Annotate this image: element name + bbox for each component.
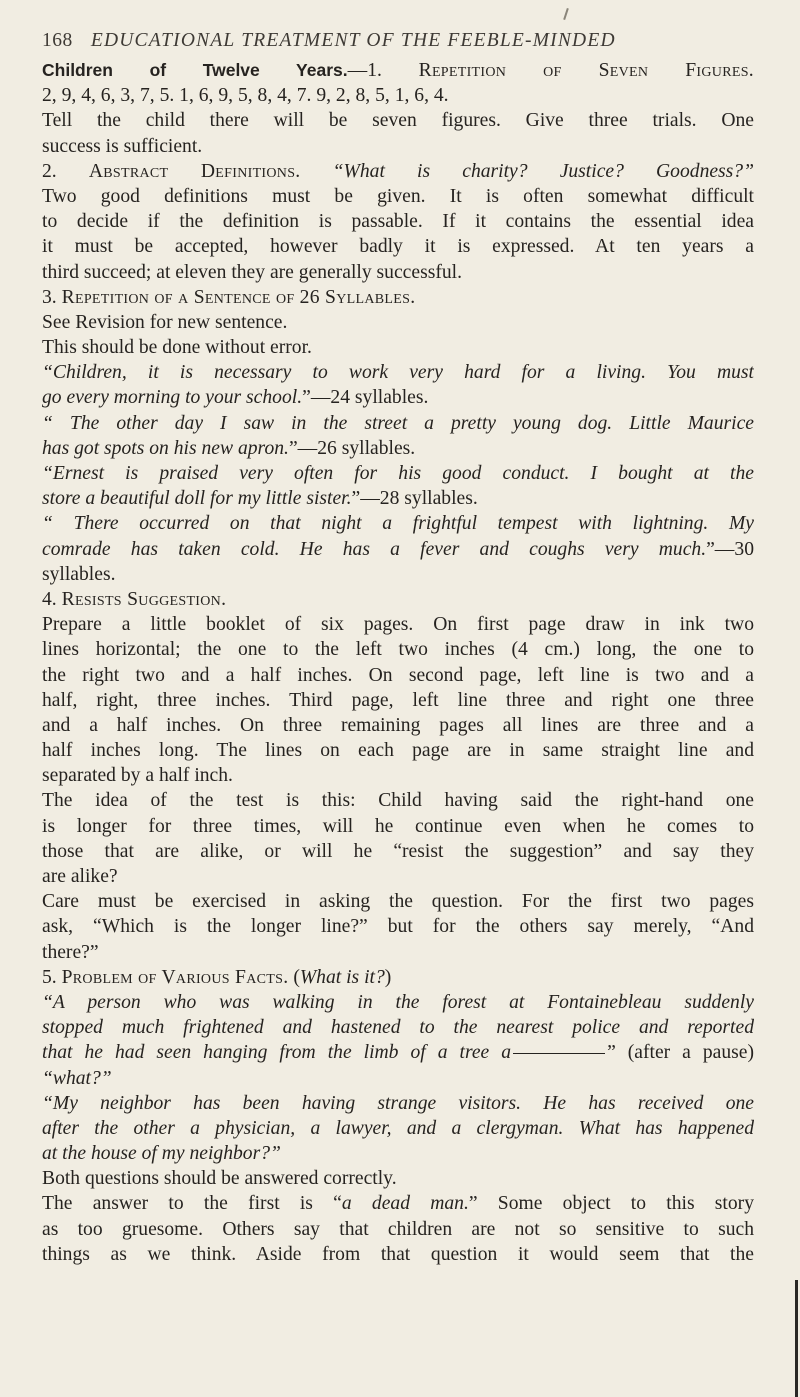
- running-header: [42, 30, 782, 52]
- line-1: Children of Twelve Years.—1. Repetition of Seven Figures.: [42, 60, 754, 81]
- line-33: are alike?: [42, 866, 118, 887]
- line-37: 5. Problem of Various Facts. (What is it?): [42, 966, 392, 988]
- line-15: “ The other day I saw in the street a pretty young dog. Little Maurice: [42, 412, 754, 434]
- section-heading: Children of Twelve Years.: [42, 60, 348, 80]
- line-6: Two good definitions must be given. It is often somewhat difficult: [42, 185, 754, 207]
- line-24: lines horizontal; the one to the left two inches (4 cm.) long, the one to: [42, 639, 754, 661]
- line-19: “ There occurred on that night a frightful tempest with lightning. My: [42, 513, 754, 535]
- line-3: Tell the child there will be seven figures. Give three trials. One: [42, 110, 754, 132]
- line-7: to decide if the definition is passable. If it contains the essential idea: [42, 211, 754, 233]
- line-35: ask, “Which is the longer line?” but for the others say merely, “And: [42, 916, 754, 938]
- line-42: “My neighbor has been having strange visitors. He has received one: [42, 1092, 754, 1114]
- line-14: go every morning to your school.”—24 syllables.: [42, 387, 429, 409]
- line-20: comrade has taken cold. He has a fever and coughs very much.”—30: [42, 538, 754, 560]
- line-31: is longer for three times, will he continue even when he comes to: [42, 815, 754, 837]
- line-38: “A person who was walking in the forest at Fontainebleau suddenly: [42, 991, 754, 1013]
- line-44: at the house of my neighbor?”: [42, 1143, 281, 1165]
- line-9: third succeed; at eleven they are generally successful.: [42, 261, 462, 283]
- pencil-mark: [563, 8, 569, 20]
- line-40: that he had seen hanging from the limb of a tree a ” (after a pause): [42, 1042, 754, 1064]
- body-text: [42, 58, 754, 1267]
- line-21: syllables.: [42, 563, 116, 585]
- blank-dash: [513, 1053, 605, 1054]
- line-41: “what?”: [42, 1067, 112, 1089]
- line-17: “Ernest is praised very often for his good conduct. I bought at the: [42, 463, 754, 484]
- line-2: 2, 9, 4, 6, 3, 7, 5. 1, 6, 9, 5, 8, 4, 7. 9, 2, 8, 5, 1, 6, 4.: [42, 85, 449, 107]
- line-36: there?”: [42, 941, 99, 963]
- line-28: half inches long. The lines on each page are in same straight line and: [42, 740, 754, 762]
- line-27: and a half inches. On three remaining pages all lines are three and a: [42, 714, 754, 736]
- page-number: 168: [42, 30, 73, 51]
- line-34: Care must be exercised in asking the question. For the first two pages: [42, 891, 754, 913]
- line-5: 2. Abstract Definitions. “What is charity? Justice? Goodness?”: [42, 160, 754, 182]
- line-13: “Children, it is necessary to work very hard for a living. You must: [42, 362, 754, 384]
- line-30: The idea of the test is this: Child having said the right-hand one: [42, 790, 754, 812]
- line-25: the right two and a half inches. On second page, left line is two and a: [42, 664, 754, 686]
- line-39: stopped much frightened and hastened to the nearest police and reported: [42, 1017, 754, 1039]
- line-4: success is sufficient.: [42, 135, 203, 157]
- line-8: it must be accepted, however badly it is expressed. At ten years a: [42, 236, 754, 258]
- line-23: Prepare a little booklet of six pages. On first page draw in ink two: [42, 614, 754, 636]
- line-16: has got spots on his new apron.”—26 syllables.: [42, 437, 416, 459]
- line-10: 3. Repetition of a Sentence of 26 Syllables.: [42, 286, 416, 308]
- line-11: See Revision for new sentence.: [42, 311, 288, 333]
- running-title: EDUCATIONAL TREATMENT OF THE FEEBLE-MINDED: [90, 30, 616, 51]
- line-46: The answer to the first is “a dead man.” Some object to this story: [42, 1193, 754, 1215]
- line-47: as too gruesome. Others say that children are not so sensitive to such: [42, 1218, 754, 1240]
- line-45: Both questions should be answered correctly.: [42, 1168, 397, 1190]
- line-12: This should be done without error.: [42, 337, 312, 359]
- line-29: separated by a half inch.: [42, 765, 233, 787]
- line-22: 4. Resists Suggestion.: [42, 588, 227, 610]
- line-26: half, right, three inches. Third page, left line three and right one three: [42, 689, 754, 711]
- page-edge-shadow: [795, 1280, 798, 1397]
- line-43: after the other a physician, a lawyer, and a clergyman. What has happened: [42, 1117, 754, 1139]
- line-48: things as we think. Aside from that question it would seem that the: [42, 1243, 754, 1265]
- line-32: those that are alike, or will he “resist the suggestion” and say they: [42, 840, 754, 862]
- line-18: store a beautiful doll for my little sister.”—28 syllables.: [42, 488, 478, 510]
